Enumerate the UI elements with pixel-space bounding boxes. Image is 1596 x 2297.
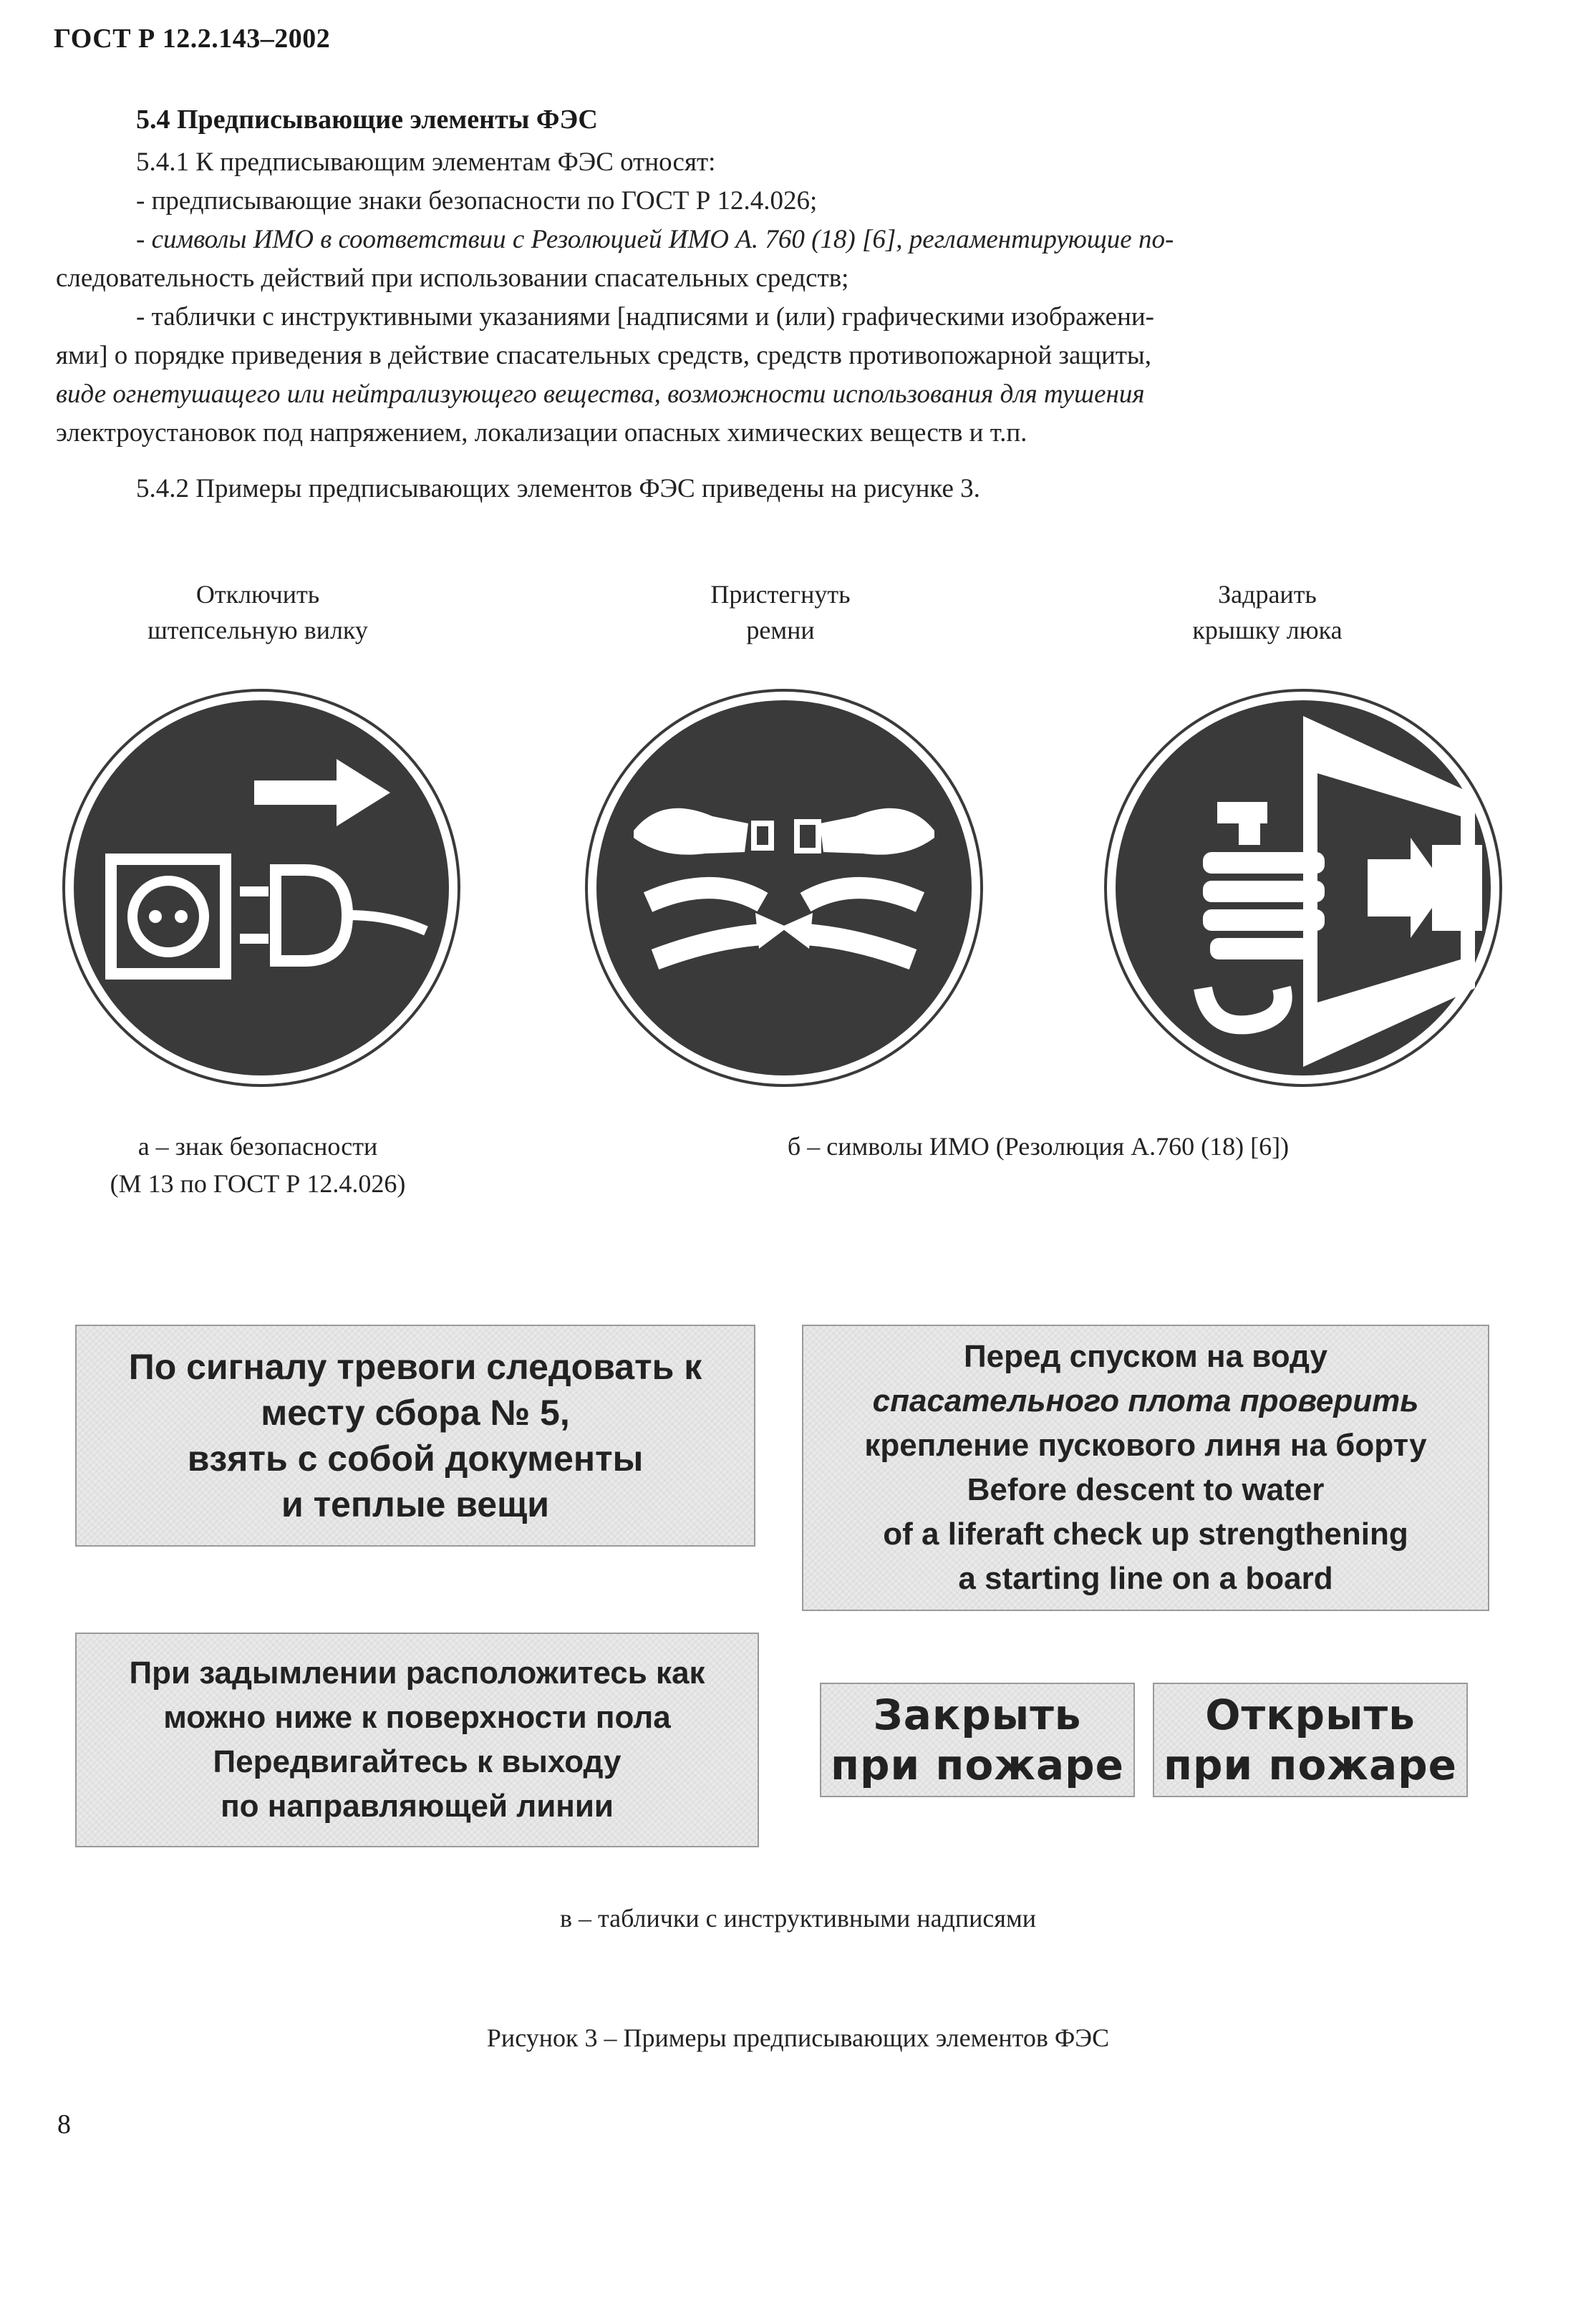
document-header: ГОСТ Р 12.2.143–2002 (54, 24, 331, 54)
plate-line: спасательного плота проверить (872, 1383, 1419, 1418)
plate-line: при пожаре (1163, 1741, 1458, 1789)
sign-caption-unplug (93, 576, 422, 648)
caption-line: Пристегнуть (710, 580, 851, 609)
plate-line: Before descent to water (967, 1472, 1325, 1507)
paragraph-line: - таблички с инструктивными указаниями [надписями и (или) графическими изображени- (136, 302, 1155, 332)
plate-line: крепление пускового линя на борту (864, 1428, 1427, 1463)
plate-line: и теплые вещи (281, 1484, 550, 1524)
caption-line: Отключить (195, 580, 320, 609)
plate-line: a starting line on a board (958, 1561, 1333, 1596)
paragraph-line: виде огнетушащего или нейтрализующего вещества, возможности использования для тушения (56, 379, 1145, 409)
plate-line: при пожаре (830, 1741, 1125, 1789)
section-title: 5.4 Предписывающие элементы ФЭС (136, 105, 598, 135)
unplug-icon (61, 687, 462, 1088)
plate-smoke (75, 1633, 759, 1847)
sign-caption-seatbelt (616, 576, 945, 648)
seatbelt-icon (584, 687, 985, 1088)
caption-line: ремни (746, 616, 815, 644)
subcaption-b (644, 1128, 1432, 1165)
subcaption-a (57, 1128, 458, 1202)
caption-line: крышку люка (1192, 616, 1343, 644)
paragraph-line: 5.4.2 Примеры предписывающих элементов ФЭС приведены на рисунке 3. (136, 474, 980, 503)
subcaption-v: в – таблички с инструктивными надписями (559, 1904, 1037, 1933)
paragraph-line: 5.4.1 К предписывающим элементам ФЭС относят: (136, 148, 716, 177)
paragraph-line: - символы ИМО в соответствии с Резолюцией ИМО А. 760 (18) [6], регламентирующие по- (136, 225, 1174, 254)
plate-liferaft (802, 1325, 1489, 1611)
sign-caption-hatch (1103, 576, 1432, 648)
hatch-icon (1103, 687, 1504, 1088)
caption-line: а – знак безопасности (137, 1132, 378, 1161)
plate-line: Передвигайтесь к выходу (213, 1744, 622, 1779)
figure-caption: Рисунок 3 – Примеры предписывающих элементов ФЭС (486, 2023, 1110, 2052)
caption-line: штепсельную вилку (147, 616, 368, 644)
paragraph-line: - предписывающие знаки безопасности по ГОСТ Р 12.4.026; (136, 186, 818, 216)
plate-line: взять с собой документы (187, 1438, 644, 1479)
plate-line: По сигналу тревоги следовать к (128, 1347, 702, 1387)
page-number: 8 (57, 2109, 71, 2139)
plate-line: Закрыть (873, 1691, 1082, 1739)
caption-line: Задраить (1218, 580, 1317, 609)
plate-close-on-fire (820, 1683, 1135, 1797)
plate-line: При задымлении расположитесь как (129, 1655, 705, 1691)
plate-line: Перед спуском на воду (964, 1339, 1327, 1374)
caption-line: (М 13 по ГОСТ Р 12.4.026) (110, 1169, 406, 1198)
plate-line: можно ниже к поверхности пола (163, 1700, 671, 1735)
paragraph-line: следовательность действий при использовании спасательных средств; (56, 263, 849, 293)
paragraph-line: электроустановок под напряжением, локализации опасных химических веществ и т.п. (56, 418, 1027, 448)
plate-line: по направляющей линии (221, 1789, 614, 1824)
plate-open-on-fire (1153, 1683, 1468, 1797)
plate-alarm (75, 1325, 755, 1547)
plate-line: Открыть (1205, 1691, 1416, 1739)
paragraph-line: ями] о порядке приведения в действие спасательных средств, средств противопожарной защиты, (56, 341, 1152, 370)
caption-line: б – символы ИМО (Резолюция А.760 (18) [6]) (787, 1132, 1290, 1161)
plate-line: месту сбора № 5, (261, 1393, 570, 1433)
plate-line: of a liferaft check up strengthening (883, 1517, 1408, 1552)
